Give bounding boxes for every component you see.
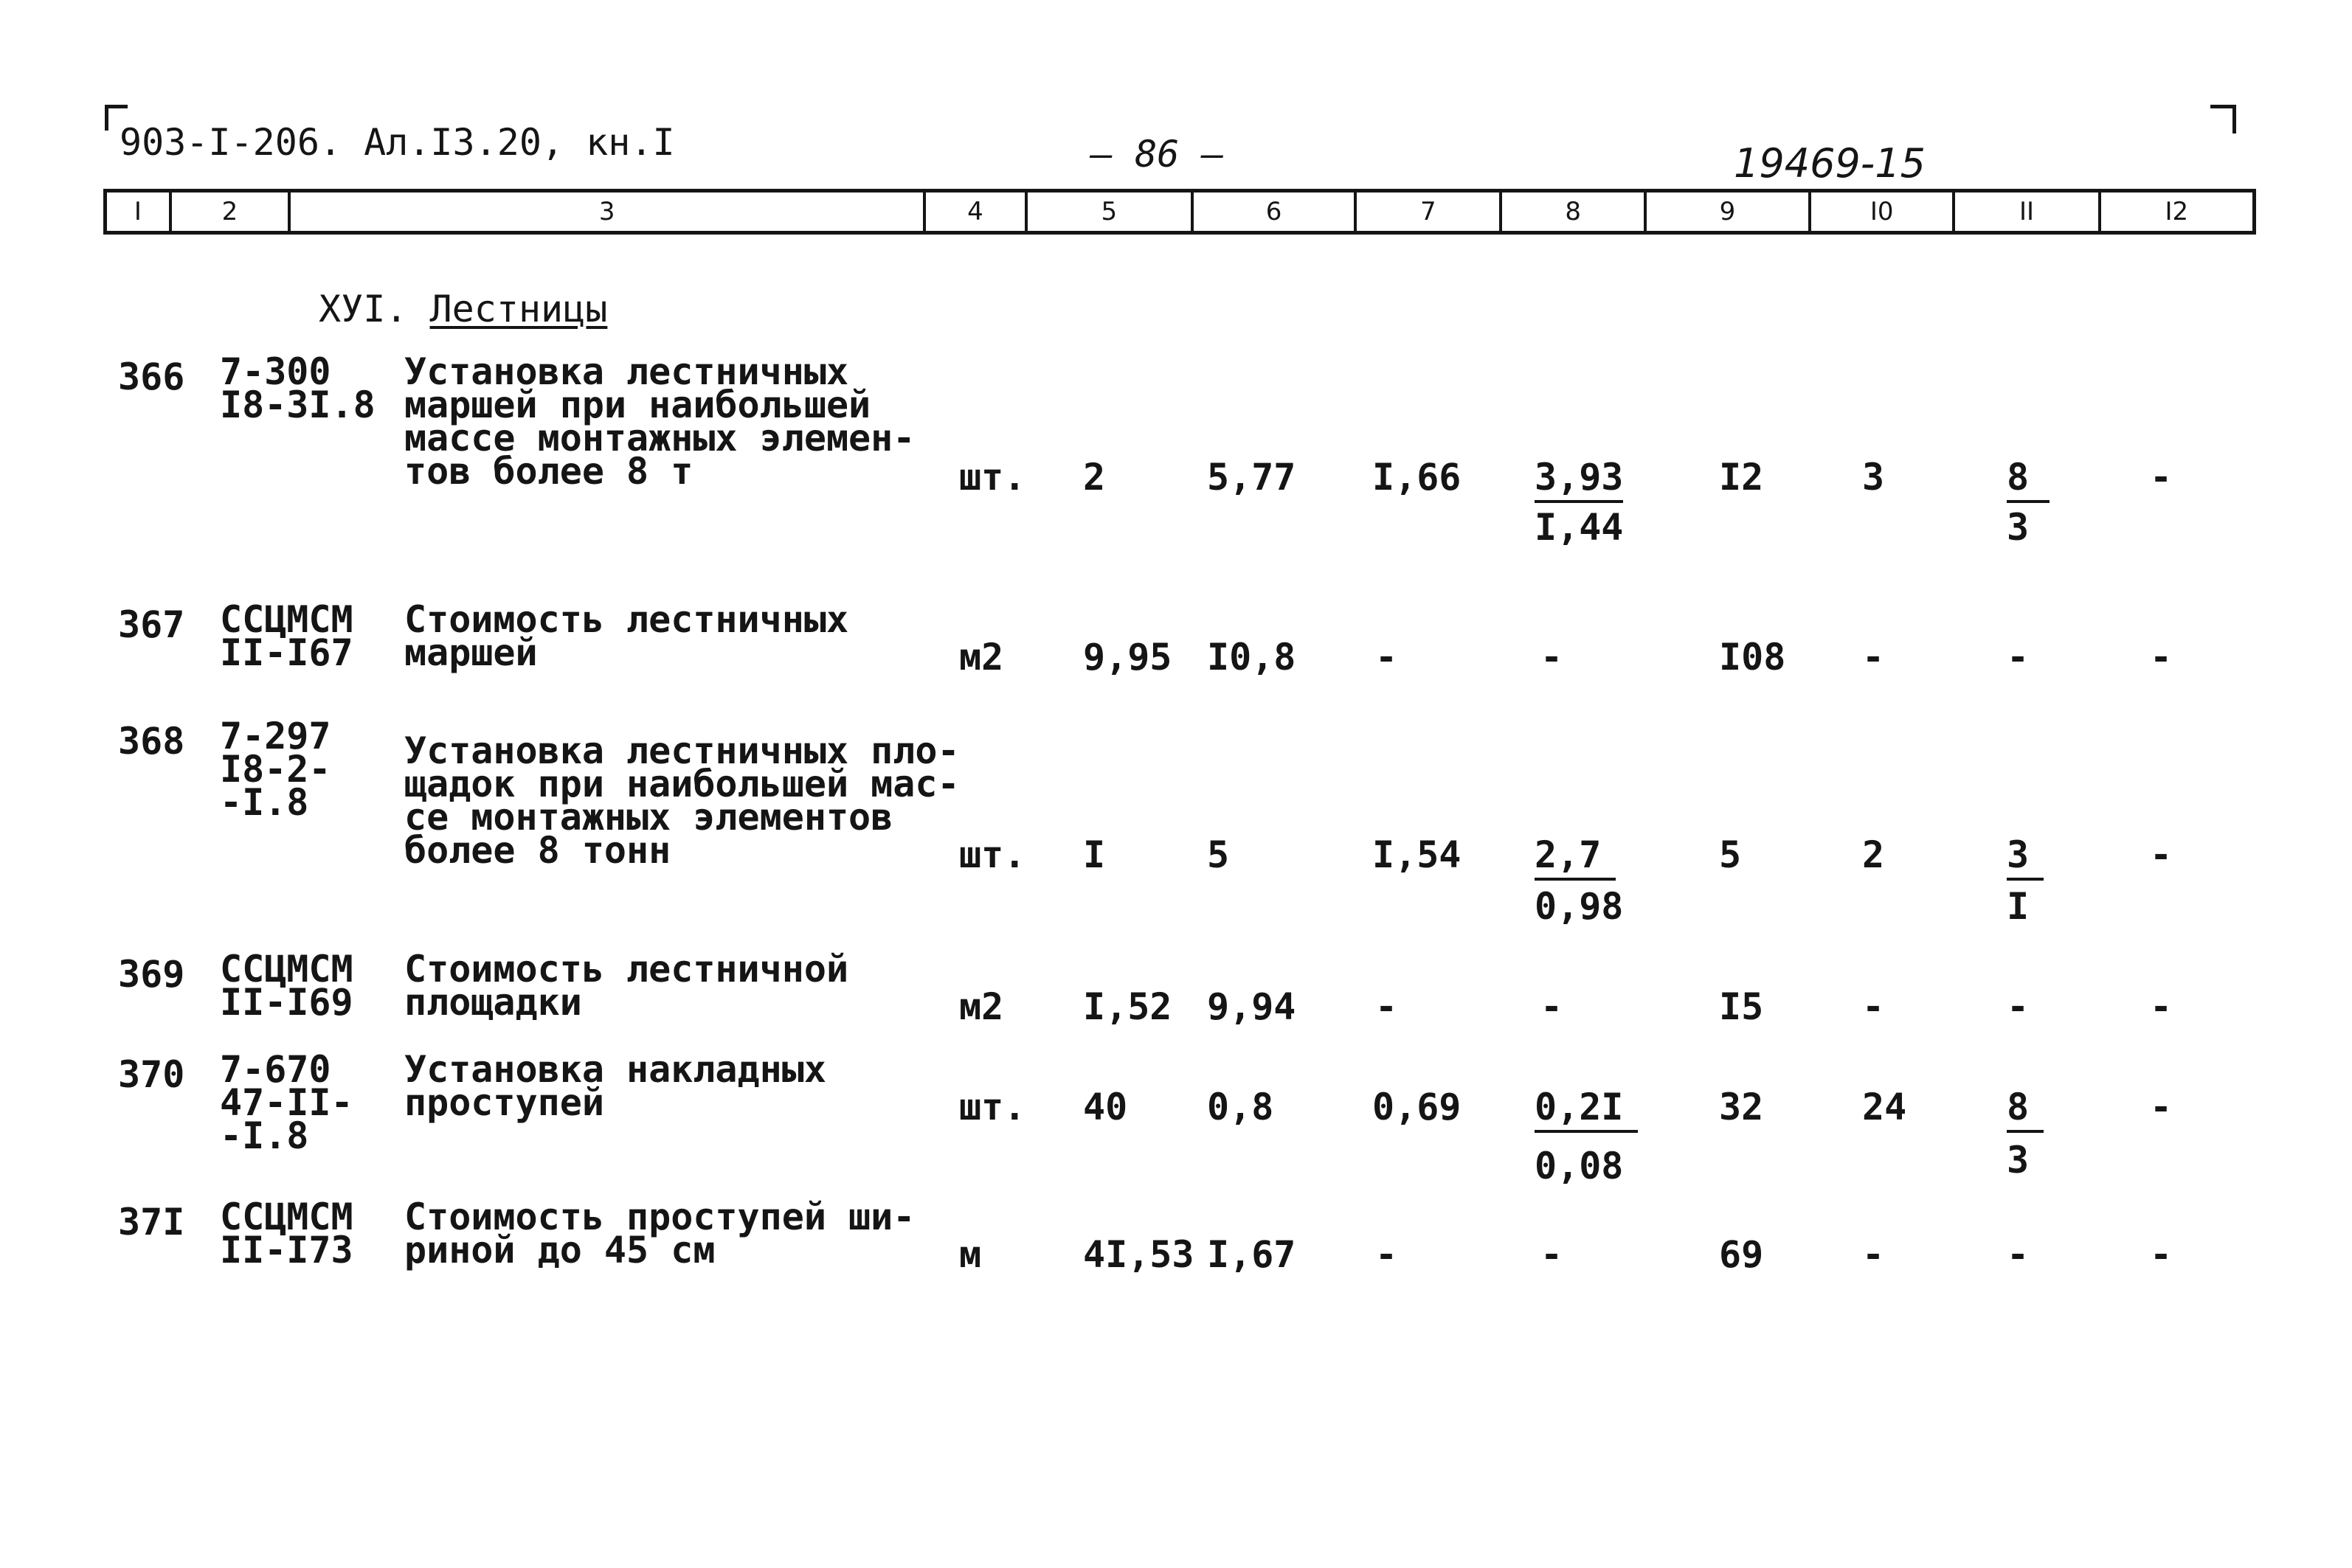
row-description xyxy=(404,598,849,674)
corner-mark-right xyxy=(2210,105,2236,133)
section-title: Лестницы xyxy=(429,288,608,330)
column-11-top: - xyxy=(2007,985,2030,1028)
description-line: тов более 8 т xyxy=(404,450,694,493)
row-description xyxy=(404,729,960,872)
column-11-bottom: 3 xyxy=(2007,1139,2030,1182)
column-header-10: I0 xyxy=(1811,192,1955,231)
unit: м2 xyxy=(959,985,1004,1028)
column-9-value: 5 xyxy=(1719,833,1742,876)
column-12-value: - xyxy=(2150,636,2173,679)
column-10-value: 2 xyxy=(1862,833,1885,876)
code-line: -I.8 xyxy=(220,781,309,824)
quantity: 40 xyxy=(1083,1086,1128,1128)
column-header-5: 5 xyxy=(1028,192,1194,231)
row-code xyxy=(220,350,376,426)
quantity: 4I,53 xyxy=(1083,1233,1194,1276)
description-line: маршей при наибольшей xyxy=(404,384,871,426)
column-12-value: - xyxy=(2150,1086,2173,1128)
row-code xyxy=(220,598,353,674)
code-line: 7-670 xyxy=(220,1048,331,1091)
column-8-top: - xyxy=(1540,985,1563,1028)
column-10-value: 3 xyxy=(1862,456,1885,499)
description-line: Стоимость проступей ши- xyxy=(404,1196,916,1238)
quantity: I xyxy=(1083,833,1106,876)
quantity: 9,95 xyxy=(1083,636,1172,679)
column-header-11: II xyxy=(1955,192,2100,231)
code-line: II-I67 xyxy=(220,631,353,674)
column-11-top: - xyxy=(2007,1233,2030,1276)
code-line: II-I73 xyxy=(220,1229,353,1272)
unit: шт. xyxy=(959,833,1026,876)
unit: шт. xyxy=(959,456,1026,499)
description-line: Стоимость лестничной xyxy=(404,948,849,991)
column-8-bottom: I,44 xyxy=(1535,506,1624,549)
handwritten-reference: 19469-15 xyxy=(1734,140,1926,187)
column-11-top: 8 xyxy=(2007,456,2050,503)
section-heading xyxy=(319,288,607,330)
column-number-strip xyxy=(103,189,2256,235)
unit: м xyxy=(959,1233,982,1276)
column-8-top: - xyxy=(1540,1233,1563,1276)
row-description xyxy=(404,1048,826,1124)
row-number: 366 xyxy=(118,355,185,398)
description-line: более 8 тонн xyxy=(404,829,671,872)
column-7-value: I,66 xyxy=(1372,456,1462,499)
column-9-value: I08 xyxy=(1719,636,1786,679)
column-8-top: - xyxy=(1540,636,1563,679)
row-number: 369 xyxy=(118,953,185,996)
description-line: щадок при наибольшей мас- xyxy=(404,763,960,805)
column-11-top: 8 xyxy=(2007,1086,2044,1133)
column-header-2: 2 xyxy=(172,192,291,231)
column-7-value: - xyxy=(1375,985,1398,1028)
column-header-3: 3 xyxy=(291,192,926,231)
description-line: Стоимость лестничных xyxy=(404,598,849,641)
unit-price: I,67 xyxy=(1207,1233,1296,1276)
column-header-6: 6 xyxy=(1194,192,1357,231)
column-9-value: 69 xyxy=(1719,1233,1764,1276)
description-line: площадки xyxy=(404,981,582,1024)
quantity: 2 xyxy=(1083,456,1106,499)
quantity: I,52 xyxy=(1083,985,1172,1028)
code-line: 7-300 xyxy=(220,350,331,393)
row-number: 367 xyxy=(118,603,185,646)
unit: м2 xyxy=(959,636,1004,679)
row-code xyxy=(220,1196,353,1272)
row-code xyxy=(220,715,331,824)
description-line: Установка лестничных пло- xyxy=(404,729,960,772)
description-line: Установка лестничных xyxy=(404,350,849,393)
column-12-value: - xyxy=(2150,456,2173,499)
unit-price: 9,94 xyxy=(1207,985,1296,1028)
unit-price: 5 xyxy=(1207,833,1230,876)
column-10-value: - xyxy=(1862,1233,1885,1276)
row-code xyxy=(220,948,353,1024)
unit-price: 0,8 xyxy=(1207,1086,1274,1128)
unit-price: 5,77 xyxy=(1207,456,1296,499)
row-number: 370 xyxy=(118,1053,185,1096)
column-7-value: I,54 xyxy=(1372,833,1462,876)
row-description xyxy=(404,948,849,1024)
column-8-top: 3,93 xyxy=(1535,456,1623,503)
code-line: I8-3I.8 xyxy=(220,384,376,426)
document-code: 903-I-206. Ал.I3.20, кн.I xyxy=(120,121,675,164)
code-line: ССЦМСМ xyxy=(220,598,353,641)
page-number: — 86 — xyxy=(1090,133,1224,176)
column-header-1: I xyxy=(107,192,172,231)
column-10-value: - xyxy=(1862,636,1885,679)
description-line: маршей xyxy=(404,631,538,674)
column-11-bottom: I xyxy=(2007,885,2030,928)
unit: шт. xyxy=(959,1086,1026,1128)
description-line: Установка накладных xyxy=(404,1048,826,1091)
description-line: риной до 45 см xyxy=(404,1229,716,1272)
code-line: ССЦМСМ xyxy=(220,1196,353,1238)
code-line: II-I69 xyxy=(220,981,353,1024)
column-9-value: I2 xyxy=(1719,456,1764,499)
description-line: проступей xyxy=(404,1081,604,1124)
column-10-value: 24 xyxy=(1862,1086,1907,1128)
code-line: I8-2- xyxy=(220,748,331,791)
column-header-8: 8 xyxy=(1502,192,1646,231)
description-line: массе монтажных элемен- xyxy=(404,417,916,459)
code-line: 47-II- xyxy=(220,1081,353,1124)
column-8-bottom: 0,98 xyxy=(1535,885,1624,928)
column-12-value: - xyxy=(2150,985,2173,1028)
column-8-bottom: 0,08 xyxy=(1535,1145,1624,1187)
column-header-9: 9 xyxy=(1647,192,1811,231)
code-line: -I.8 xyxy=(220,1114,309,1157)
column-12-value: - xyxy=(2150,833,2173,876)
column-11-top: 3 xyxy=(2007,833,2044,881)
column-header-12: I2 xyxy=(2165,197,2189,226)
column-12-value: - xyxy=(2150,1233,2173,1276)
column-header-7: 7 xyxy=(1357,192,1502,231)
row-number: 37I xyxy=(118,1201,185,1243)
column-9-value: 32 xyxy=(1719,1086,1764,1128)
column-8-top: 2,7 xyxy=(1535,833,1616,881)
row-code xyxy=(220,1048,353,1157)
column-8-top: 0,2I xyxy=(1535,1086,1638,1133)
column-11-top: - xyxy=(2007,636,2030,679)
column-9-value: I5 xyxy=(1719,985,1764,1028)
code-line: 7-297 xyxy=(220,715,331,757)
column-7-value: - xyxy=(1375,1233,1398,1276)
column-header-4: 4 xyxy=(926,192,1028,231)
row-number: 368 xyxy=(118,720,185,763)
description-line: се монтажных элементов xyxy=(404,796,893,839)
column-11-bottom: 3 xyxy=(2007,506,2030,549)
unit-price: I0,8 xyxy=(1207,636,1296,679)
code-line: ССЦМСМ xyxy=(220,948,353,991)
column-7-value: 0,69 xyxy=(1372,1086,1462,1128)
column-10-value: - xyxy=(1862,985,1885,1028)
row-description xyxy=(404,350,916,493)
section-number: ХУI. xyxy=(319,288,408,330)
column-7-value: - xyxy=(1375,636,1398,679)
row-description xyxy=(404,1196,916,1272)
